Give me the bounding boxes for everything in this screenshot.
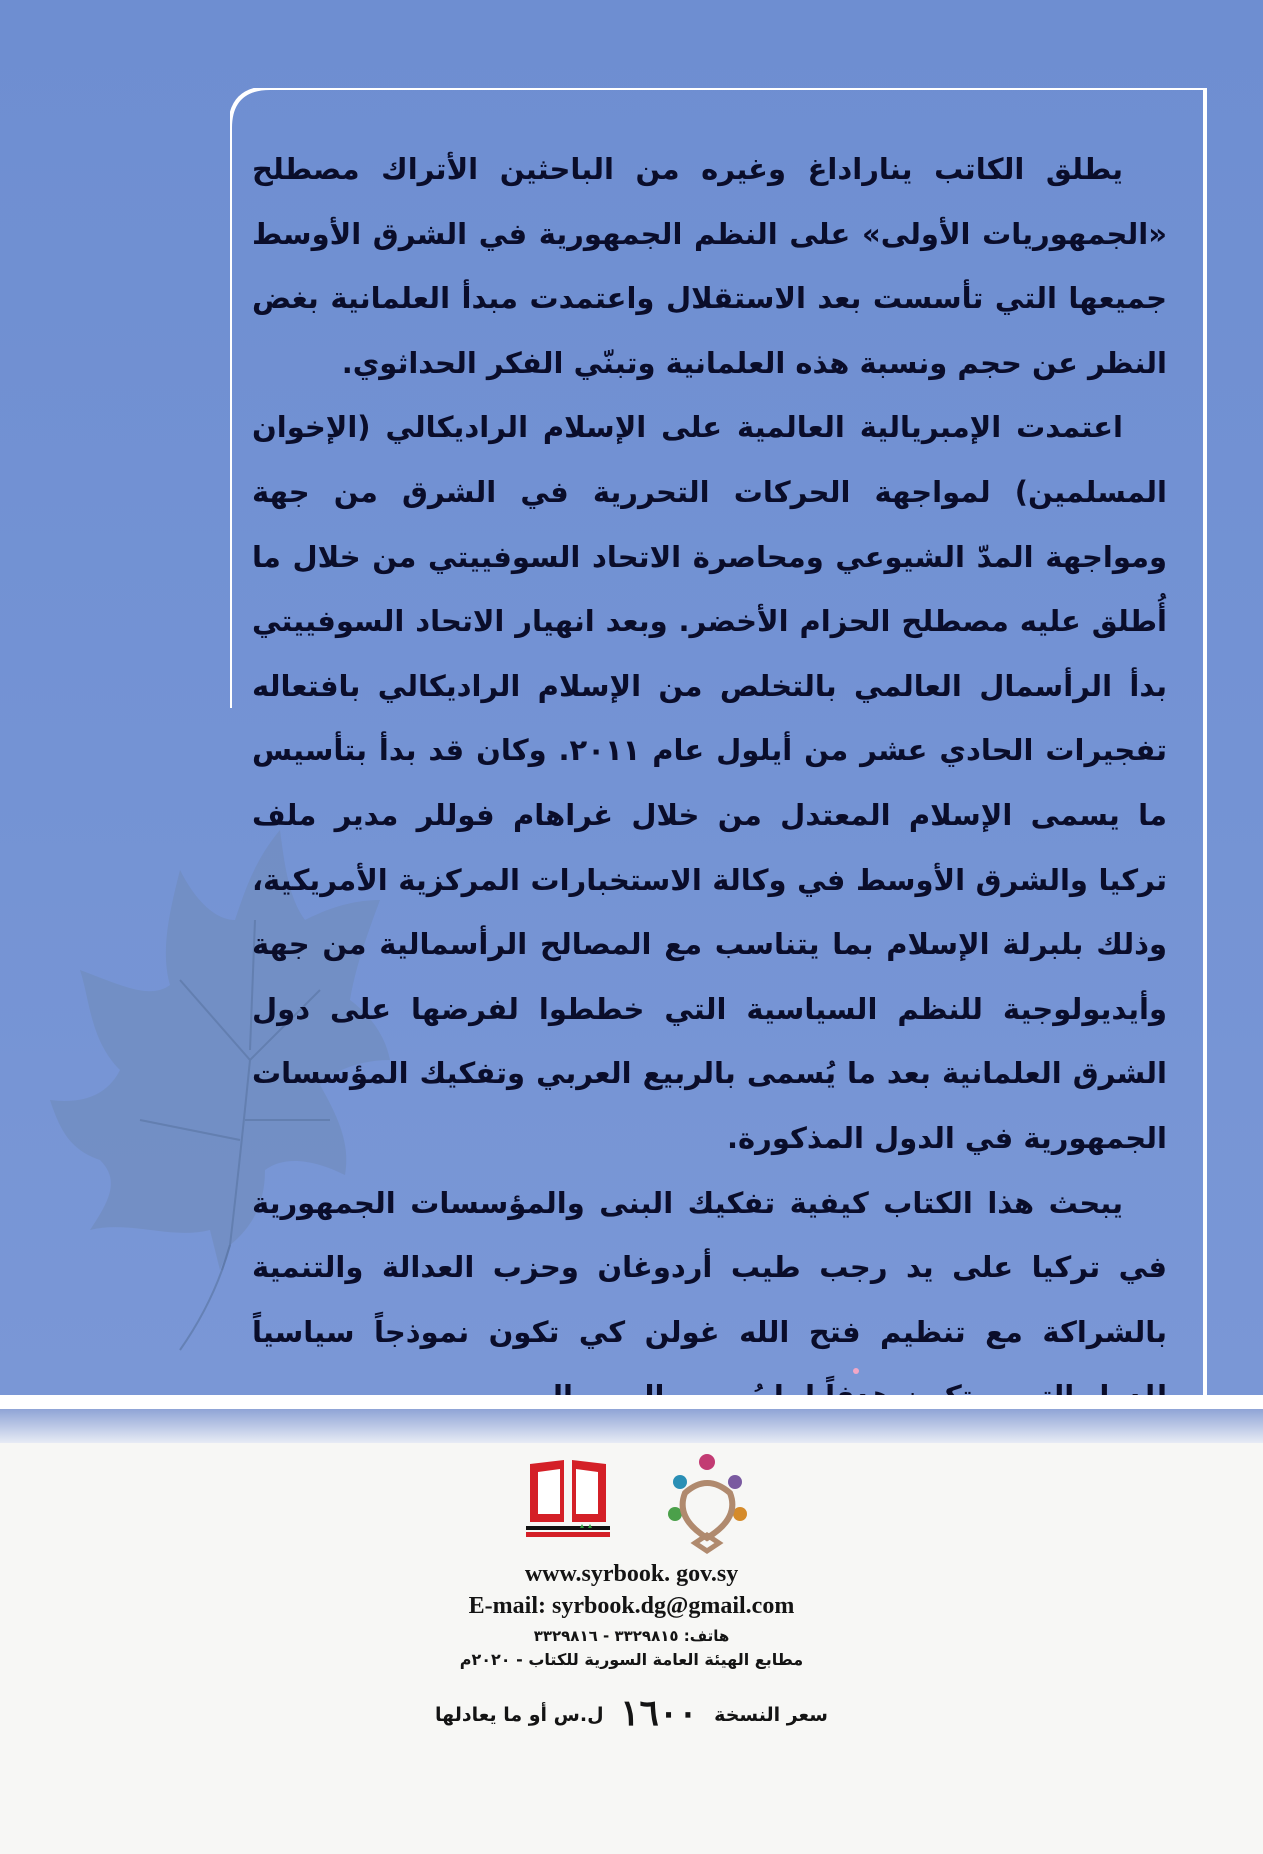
price-label: سعر النسخة [714,1704,828,1726]
price-value: ١٦٠٠ [620,1692,698,1734]
back-cover-text [252,137,1167,1429]
open-book-icon [522,1452,614,1544]
divider-gradient [0,1409,1263,1443]
printer-credit: مطابع الهيئة العامة السورية للكتاب - ٢٠٢٠م [459,1650,804,1669]
divider [0,1395,1263,1409]
paragraph: اعتمدت الإمبريالية العالمية على الإسلام الراديكالي (الإخوان المسلمين) لمواجهة الحركات التحررية في الشرق من جهة ومواجهة المدّ الشيوعي ومحاصرة الاتحاد السوفييتي من خلال ما أُطلق عليه مصطلح الحزام الأخضر. وبعد انهيار الاتحاد السوفييتي بدأ الرأسمال العالمي بالتخلص من الإسلام الراديكالي بافتعاله تفجيرات الحادي عشر من أيلول عام ٢٠١١. وكان قد بدأ بتأسيس ما يسمى الإسلام المعتدل من خلال غراهام فوللر مدير ملف تركيا والشرق الأوسط في وكالة الاستخبارات المركزية الأمريكية، وذلك بلبرلة الإسلام بما يتناسب مع المصالح الرأسمالية من جهة وأيديولوجية للنظم السياسية التي خططوا لفرضها على دول الشرق العلمانية بعد ما يُسمى بالربيع العربي وتفكيك المؤسسات الجمهورية في الدول المذكورة. [252,410,1167,1155]
price-line [0,1692,1263,1734]
decorative-dot [853,1368,859,1374]
paragraph: يطلق الكاتب يناراداغ وغيره من الباحثين الأتراك مصطلح «الجمهوريات الأولى» على النظم الجمهورية في الشرق الأوسط جميعها التي تأسست بعد الاستقلال واعتمدت مبدأ العلمانية بغض النظر عن حجم ونسبة هذه العلمانية وتبنّي الفكر الحداثوي. [252,152,1167,380]
price-currency: ل.س أو ما يعادلها [435,1704,604,1726]
publisher-website-link[interactable]: www.syrbook. gov.sy [524,1561,739,1587]
publisher-email-link[interactable]: E-mail: syrbook.dg@gmail.com [468,1593,795,1619]
paragraph: يبحث هذا الكتاب كيفية تفكيك البنى والمؤسسات الجمهورية في تركيا على يد رجب طيب أردوغان وحزب العدالة والتنمية بالشراكة مع تنظيم فتح الله غولن كي تكون نموذجاً سياسياً [252,1185,1167,1349]
ministry-culture-logo-icon [655,1448,760,1563]
publisher-phone: هاتف: ٣٣٢٩٨١٥ - ٣٣٢٩٨١٦ [533,1627,730,1645]
